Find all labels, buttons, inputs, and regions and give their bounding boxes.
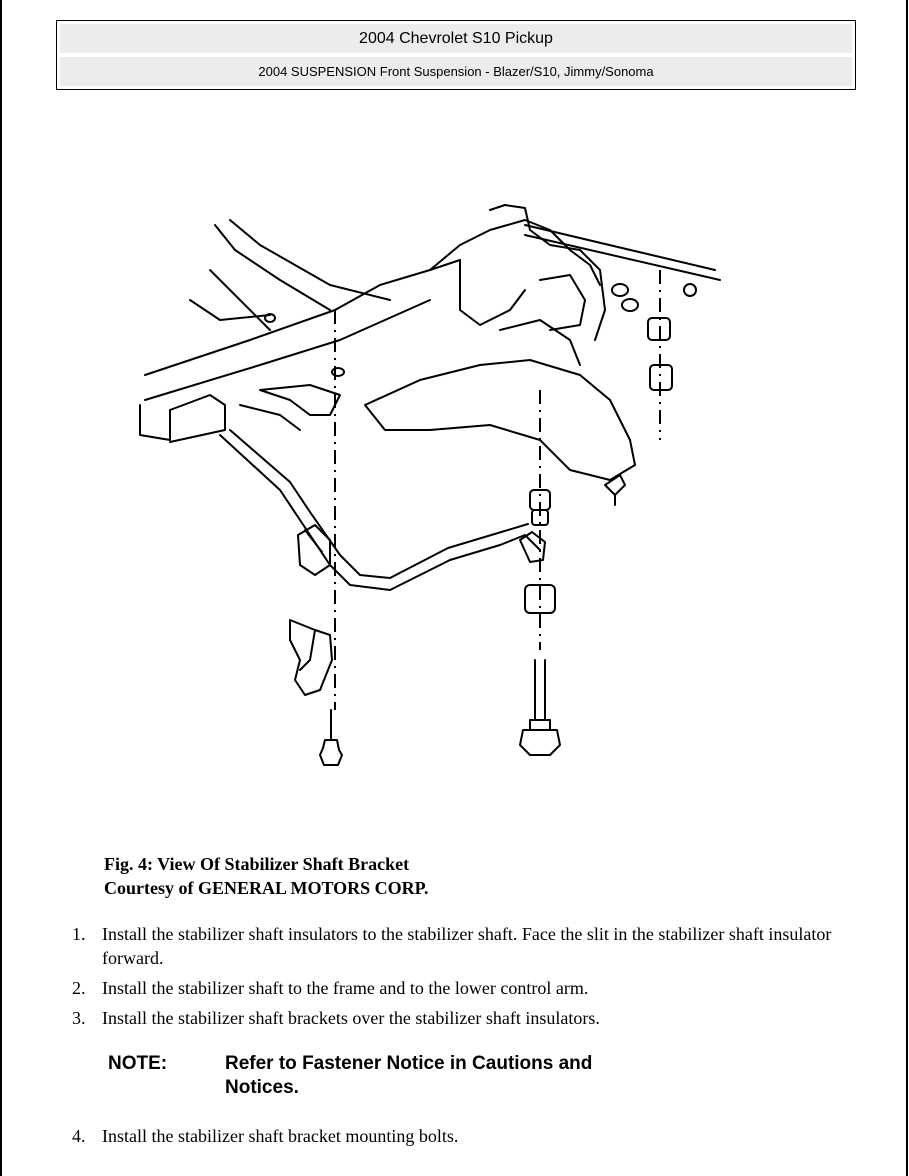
step-text: Install the stabilizer shaft insulators to the stabilizer shaft. Face the slit in the stabilizer shaft insulator forward. (102, 924, 832, 968)
step-item (72, 976, 852, 1000)
page-border-left (0, 0, 2, 1176)
step-item (72, 1124, 458, 1148)
document-title: 2004 Chevrolet S10 Pickup (60, 24, 852, 53)
step-text: Install the stabilizer shaft brackets over the stabilizer shaft insulators. (102, 1008, 600, 1028)
note-block (108, 1052, 665, 1100)
page-border-right (906, 0, 908, 1176)
procedure-steps (72, 922, 852, 1036)
step-text: Install the stabilizer shaft bracket mounting bolts. (102, 1126, 459, 1146)
note-text: Refer to Fastener Notice in Cautions and Notices. (225, 1053, 593, 1098)
figure-caption (104, 852, 429, 900)
document-subtitle: 2004 SUSPENSION Front Suspension - Blazer/S10, Jimmy/Sonoma (60, 57, 852, 86)
figure-caption-credit: Courtesy of GENERAL MOTORS CORP. (104, 878, 429, 898)
step-item (72, 922, 852, 970)
step-number: 3. (72, 1008, 86, 1028)
figure-caption-title: Fig. 4: View Of Stabilizer Shaft Bracket (104, 854, 410, 874)
note-label: NOTE: (108, 1053, 168, 1074)
document-header (56, 20, 856, 90)
step-number: 2. (72, 978, 86, 998)
step-number: 4. (72, 1126, 86, 1146)
step-text: Install the stabilizer shaft to the frame and to the lower control arm. (102, 978, 589, 998)
step-item (72, 1006, 852, 1030)
stabilizer-shaft-bracket-diagram (130, 190, 730, 790)
step-number: 1. (72, 924, 86, 944)
